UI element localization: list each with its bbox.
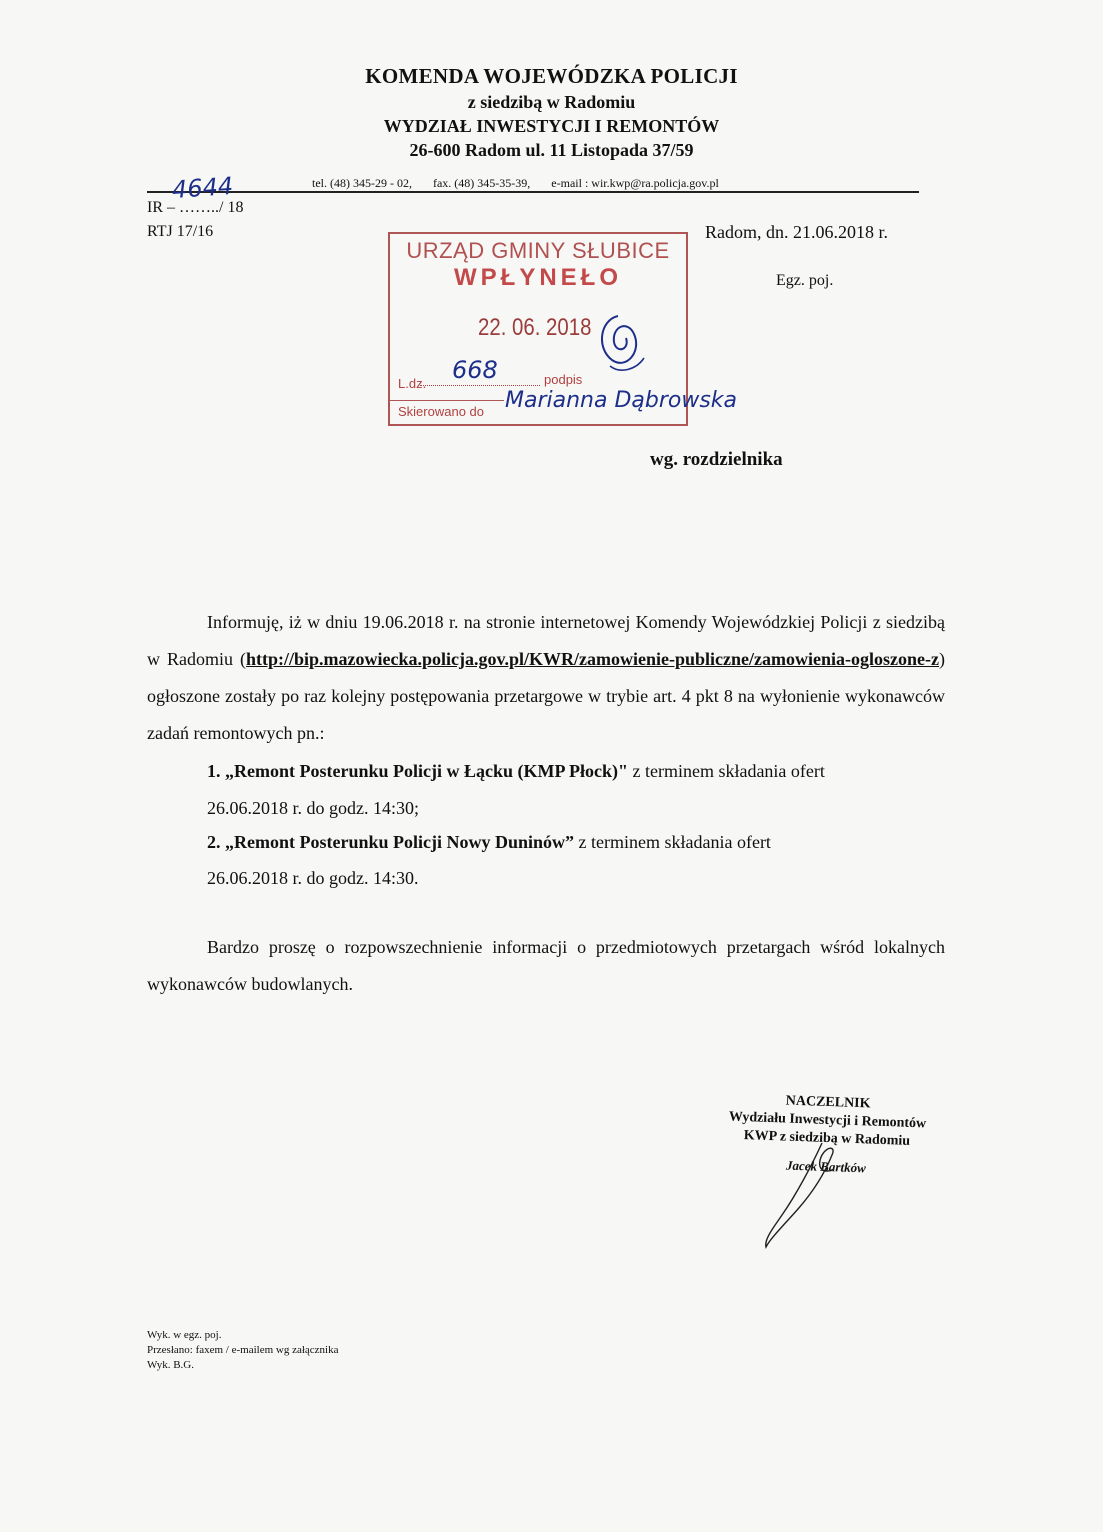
- footer-sent: Przesłano: faxem / e-mailem wg załącznika: [147, 1344, 339, 1356]
- stamp-office: URZĄD GMINY SŁUBICE: [406, 238, 670, 263]
- place-date: Radom, dn. 21.06.2018 r.: [705, 222, 888, 242]
- footer-prepared: Wyk. B.G.: [147, 1359, 195, 1371]
- signature-unit-seat: KWP z siedzibą w Radomiu: [743, 1128, 911, 1149]
- header-department: WYDZIAŁ INWESTYCJI I REMONTÓW: [383, 116, 720, 136]
- header-fax: fax. (48) 345-35-39,: [432, 176, 531, 190]
- header-rule: [147, 191, 919, 193]
- header-contact: [312, 176, 737, 191]
- stamp-ldz-value: 668: [452, 356, 498, 384]
- signature-unit: Wydziału Inwestycji i Remontów: [728, 1109, 927, 1132]
- stamp-received: WPŁYNEŁO: [454, 264, 622, 291]
- handwritten-initial-mark: [590, 308, 650, 378]
- stamp-skierowano-label: Skierowano do: [390, 400, 504, 419]
- header-institution: KOMENDA WOJEWÓDZKA POLICJI: [365, 64, 738, 88]
- rtj-code: RTJ 17/16: [147, 223, 214, 240]
- reference-number: IR – ……../ 18: [147, 199, 244, 216]
- stamp-ldz-line: [420, 385, 540, 386]
- tender-item-1-title: 1. „Remont Posterunku Policji w Łącku (KMP Płock)": [207, 761, 628, 781]
- bip-link[interactable]: http://bip.mazowiecka.policja.gov.pl/KWR/zamowienie-publiczne/zamowienia-ogloszone-z: [246, 649, 939, 669]
- tender-item-1-date: 26.06.2018 r. do godz. 14:30;: [207, 798, 419, 818]
- stamp-ldz-label: L.dz.: [398, 376, 427, 391]
- header-email: e-mail : wir.kwp@ra.policja.gov.pl: [551, 176, 719, 190]
- tender-item-2: 2. „Remont Posterunku Policji Nowy Duninów” z terminem składania ofert: [207, 832, 771, 852]
- signature-title: NACZELNIK: [785, 1093, 871, 1112]
- handwritten-reference: 4644: [171, 171, 234, 205]
- recipient: wg. rozdzielnika: [650, 449, 783, 470]
- tender-item-2-date: 26.06.2018 r. do godz. 14:30.: [207, 868, 419, 888]
- stamp-date: 22. 06. 2018: [478, 314, 592, 341]
- footer-notes: [147, 1328, 339, 1373]
- footer-copies: Wyk. w egz. poj.: [147, 1329, 222, 1341]
- header-address: 26-600 Radom ul. 11 Listopada 37/59: [409, 140, 694, 160]
- signature-name: Jacek Bartków: [785, 1157, 867, 1176]
- body-paragraph-1: Informuję, iż w dniu 19.06.2018 r. na stronie internetowej Komendy Wojewódzkiej Policji z siedzibą w Radomiu (http://bip.mazowiecka.policja.gov.pl/KWR/zamowienie-publiczne/zamowienia-ogloszone-z) ogłoszone zostały po raz kolejny postępowania przetargowe w trybie art. 4 pkt 8 na wyłonienie wykonawców zadań remontowych pn.:: [147, 612, 945, 743]
- stamp-podpis-label: podpis: [544, 372, 583, 387]
- header-tel: tel. (48) 345-29 - 02,: [312, 176, 412, 190]
- tender-item-2-title: 2. „Remont Posterunku Policji Nowy Duninów”: [207, 832, 575, 852]
- tender-item-1: 1. „Remont Posterunku Policji w Łącku (KMP Płock)" z terminem składania ofert: [207, 761, 825, 781]
- stamp-skierowano-value: Marianna Dąbrowska: [505, 388, 738, 413]
- body-paragraph-2: Bardzo proszę o rozpowszechnienie informacji o przedmiotowych przetargach wśród lokalnych wykonawców budowlanych.: [147, 937, 945, 994]
- handwritten-signature: [752, 1135, 872, 1255]
- copy-label: Egz. poj.: [776, 272, 834, 289]
- header-seat: z siedzibą w Radomiu: [467, 92, 636, 112]
